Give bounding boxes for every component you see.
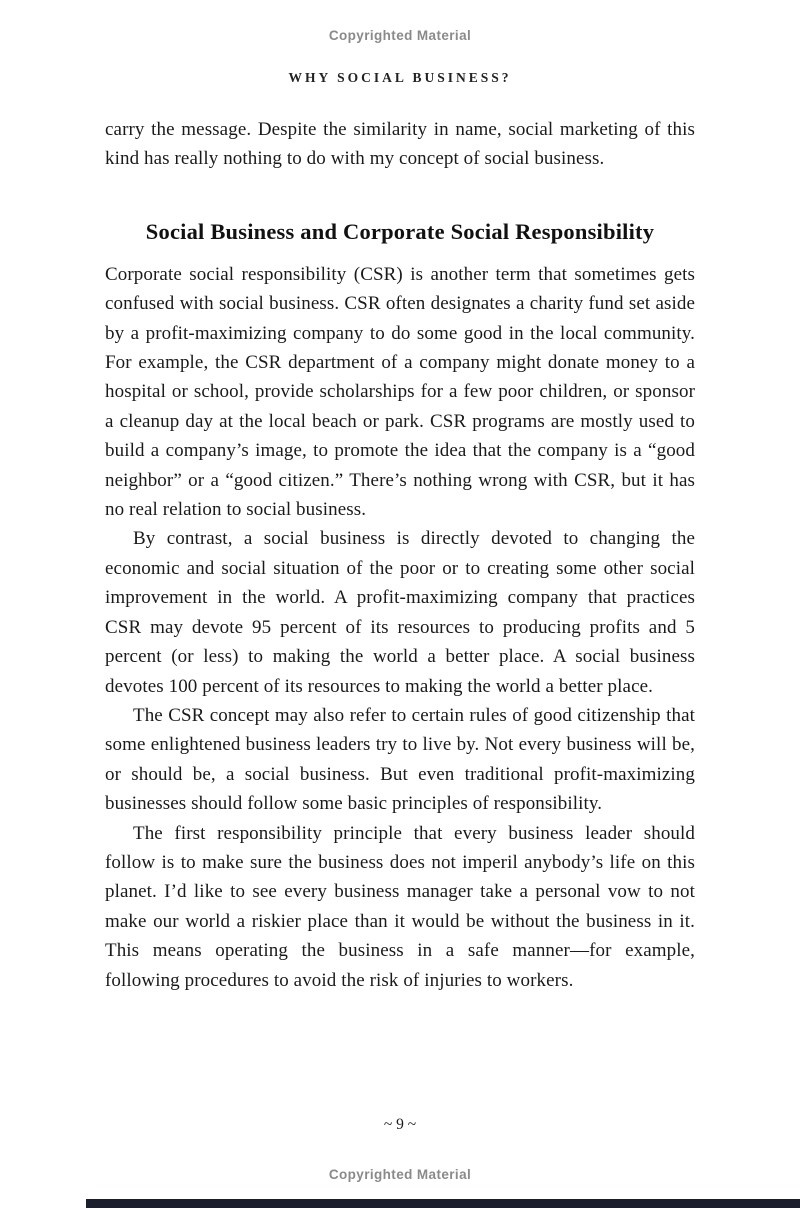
paragraph: The CSR concept may also refer to certain rules of good citizenship that some enlightened business leaders try to live by. Not every business will be, or should be, a social business. But even traditional profit-maximizing businesses should follow some basic principles of responsibility. (105, 704, 695, 815)
scan-edge-bar (86, 1199, 800, 1208)
paragraph: The first responsibility principle that every business leader should follow is to make sure the business does not imperil anybody’s life on this planet. I’d like to see every business manager take a personal vow to not make our world a riskier place than it would be without the business in it. This means operating the business in a safe manner—for example, following procedures to avoid the risk of injuries to workers. (105, 822, 695, 991)
section-heading: Social Business and Corporate Social Responsibility (145, 218, 655, 244)
intro-paragraph: carry the message. Despite the similarity in name, social marketing of this kind has really nothing to do with my concept of social business. (105, 119, 695, 170)
copyright-notice-top: Copyrighted Material (328, 28, 472, 43)
body-text-block (0, 115, 800, 995)
running-header: WHY SOCIAL BUSINESS? (288, 70, 512, 85)
page-number: ~ 9 ~ (383, 1116, 417, 1133)
paragraph: Corporate social responsibility (CSR) is another term that sometimes gets confused with social business. CSR often designates a charity fund set aside by a profit-maximizing company to do some good in the local community. For example, the CSR department of a company might donate money to a hospital or school, provide scholarships for a few poor children, or sponsor a cleanup day at the local beach or park. CSR programs are mostly used to build a company’s image, to promote the idea that the company is a “good neighbor” or a “good citizen.” There’s nothing wrong with CSR, but it has no real relation to social business. (105, 263, 695, 521)
copyright-notice-bottom: Copyrighted Material (328, 1167, 472, 1182)
paragraph: By contrast, a social business is directly devoted to changing the economic and social situation of the poor or to creating some other social improvement in the world. A profit-maximizing company that practices CSR may devote 95 percent of its resources to producing profits and 5 percent (or less) to making the world a better place. A social business devotes 100 percent of its resources to making the world a better place. (105, 528, 695, 697)
